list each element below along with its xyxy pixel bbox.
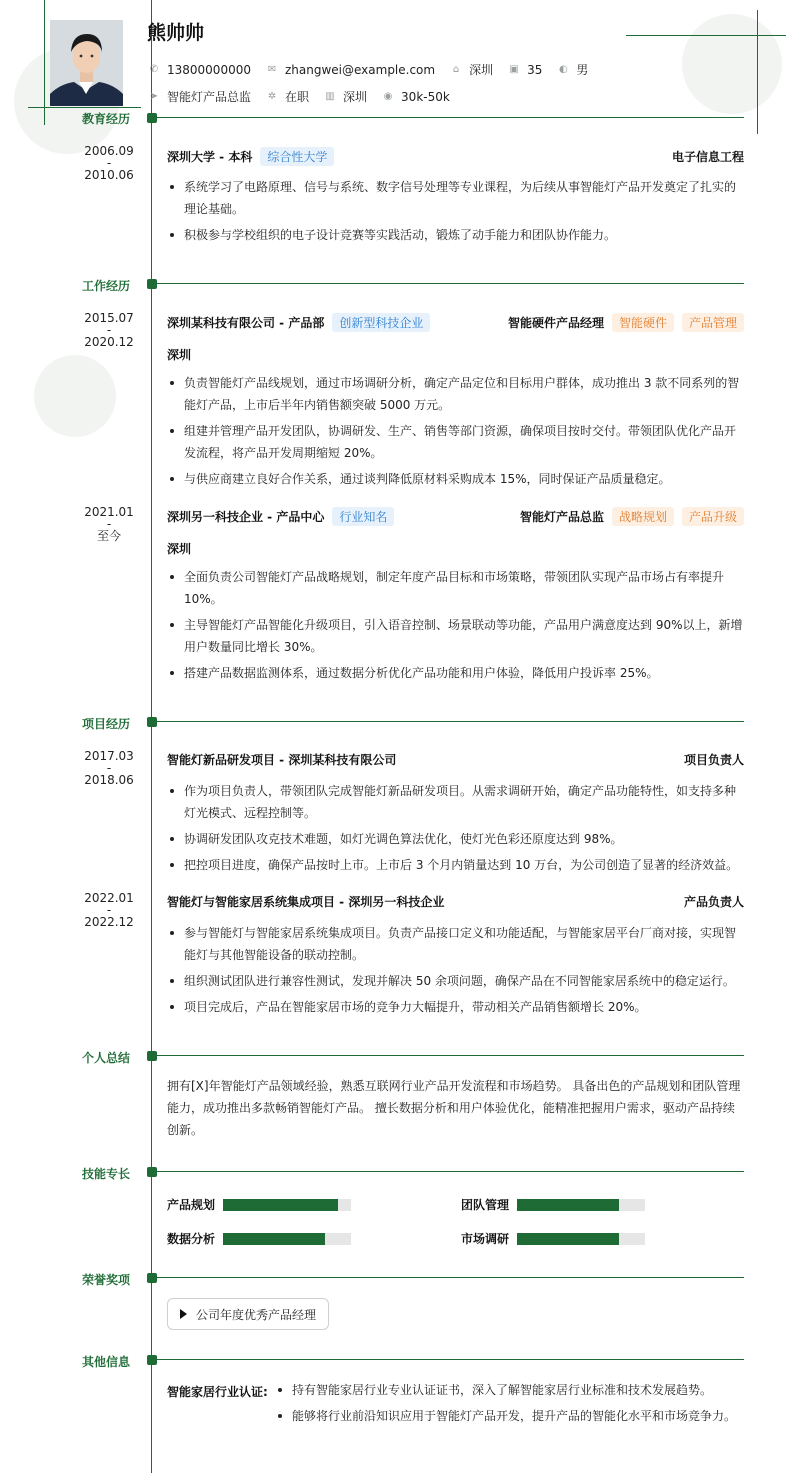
position-item	[147, 88, 251, 105]
avatar	[50, 20, 123, 106]
education-header	[167, 147, 744, 166]
list-item: 全面负责公司智能灯产品战略规划，制定年度产品目标和市场策略，带领团队实现产品市场占有率提升 10%。	[167, 566, 744, 610]
timeline-node	[147, 113, 157, 123]
email-value: zhangwei@example.com	[284, 62, 436, 77]
status-icon: ✲	[267, 91, 277, 102]
list-item: 系统学习了电路原理、信号与系统、数字信号处理等专业课程，为后续从事智能灯产品开发奠定了扎实的理论基础。	[167, 176, 744, 220]
school-name: 深圳大学 - 本科	[167, 150, 253, 164]
company-name: 深圳另一科技企业 - 产品中心	[167, 510, 325, 524]
header-line-horizontal-right	[626, 35, 786, 36]
skill-tag: 战略规划	[612, 507, 674, 526]
location-item	[449, 61, 493, 78]
skill-label: 数据分析	[167, 1232, 216, 1246]
list-item: 作为项目负责人，带领团队完成智能灯新品研发项目。从需求调研开始，确定产品功能特性，如支持多种灯光模式、远程控制等。	[167, 780, 744, 824]
skill-label: 团队管理	[461, 1198, 510, 1212]
list-item: 与供应商建立良好合作关系，通过谈判降低原材料采购成本 15%，同时保证产品质量稳定。	[167, 468, 744, 490]
skill-label: 产品规划	[167, 1198, 216, 1212]
contact-info-row	[147, 61, 602, 78]
mail-icon: ✉	[267, 64, 277, 75]
timeline-node	[147, 1273, 157, 1283]
skill-item	[167, 1196, 351, 1213]
list-item: 协调研发团队攻克技术难题，如灯光调色算法优化，使灯光色彩还原度达到 98%。	[167, 828, 744, 850]
skill-bar	[517, 1199, 645, 1211]
list-item: 能够将行业前沿知识应用于智能灯产品开发，提升产品的智能化水平和市场竞争力。	[275, 1405, 745, 1427]
decor-circle-mid	[34, 355, 116, 437]
list-item: 搭建产品数据监测体系，通过数据分析优化产品功能和用户体验，降低用户投诉率 25%。	[167, 662, 744, 684]
skill-tag: 智能硬件	[612, 313, 674, 332]
project-role: 项目负责人	[683, 753, 744, 767]
gender-item	[556, 61, 588, 78]
age-item	[507, 63, 542, 77]
header-line-vertical-right	[757, 10, 758, 134]
timeline-node	[147, 717, 157, 727]
section-title-skills: 技能专长	[82, 1167, 131, 1181]
play-triangle-icon	[180, 1309, 187, 1319]
skill-tag: 产品升级	[682, 507, 744, 526]
city-icon: ▥	[325, 91, 335, 102]
list-item: 负责智能灯产品线规划，通过市场调研分析，确定产品定位和目标用户群体，成功推出 3 款不同系列的智能灯产品，上市后半年内销售额突破 5000 万元。	[167, 372, 744, 416]
section-divider	[157, 1277, 744, 1278]
project-name: 智能灯与智能家居系统集成项目 - 深圳另一科技企业	[167, 895, 445, 909]
phone-item	[147, 63, 251, 77]
timeline-node	[147, 1051, 157, 1061]
skill-tag: 产品管理	[682, 313, 744, 332]
header-line-horizontal-left	[28, 107, 141, 108]
status-value: 在职	[285, 90, 310, 104]
section-title-work: 工作经历	[82, 279, 131, 293]
timeline-line	[151, 0, 152, 1473]
job-role: 智能灯产品总监	[519, 510, 604, 524]
section-divider	[157, 117, 744, 118]
gender-value: 男	[576, 63, 589, 77]
work-date: 2015.07 - 2020.12	[84, 311, 134, 349]
company-name: 深圳某科技有限公司 - 产品部	[167, 316, 325, 330]
timeline-node	[147, 279, 157, 289]
section-divider	[157, 283, 744, 284]
target-city-value: 深圳	[343, 90, 368, 104]
skill-item	[461, 1196, 645, 1213]
age-icon: ▣	[509, 64, 519, 75]
timeline-node	[147, 1355, 157, 1365]
skill-item	[167, 1230, 351, 1247]
section-title-other: 其他信息	[82, 1355, 131, 1369]
work-header	[167, 507, 744, 526]
section-divider	[157, 1171, 744, 1172]
list-item: 持有智能家居行业专业认证证书，深入了解智能家居行业标准和技术发展趋势。	[275, 1379, 745, 1401]
section-divider	[157, 721, 744, 722]
list-item: 主导智能灯产品智能化升级项目，引入语音控制、场景联动等功能，产品用户满意度达到 90%以上，新增用户数量同比增长 30%。	[167, 614, 744, 658]
status-item	[265, 88, 309, 105]
project-role: 产品负责人	[683, 895, 744, 909]
skill-bar-fill	[223, 1199, 338, 1211]
skill-bar	[517, 1233, 645, 1245]
skill-bar	[223, 1199, 351, 1211]
work-city: 深圳	[167, 348, 192, 362]
job-info-row	[147, 88, 464, 105]
project-date: 2022.01 - 2022.12	[84, 891, 134, 929]
company-tag: 创新型科技企业	[332, 313, 430, 332]
work-city: 深圳	[167, 542, 192, 556]
list-item: 参与智能灯与智能家居系统集成项目。负责产品接口定义和功能适配，与智能家居平台厂商对接，实现智能灯与其他智能设备的联动控制。	[167, 922, 744, 966]
section-divider	[157, 1055, 744, 1056]
project-header	[167, 893, 744, 910]
home-icon: ⌂	[452, 64, 460, 75]
section-title-education: 教育经历	[82, 112, 131, 126]
major: 电子信息工程	[671, 150, 744, 164]
list-item: 积极参与学校组织的电子设计竞赛等实践活动，锻炼了动手能力和团队协作能力。	[167, 224, 744, 246]
skill-bar	[223, 1233, 351, 1245]
company-tag: 行业知名	[332, 507, 394, 526]
school-tag: 综合性大学	[260, 147, 334, 166]
section-title-awards: 荣誉奖项	[82, 1273, 131, 1287]
summary-text: 拥有[X]年智能灯产品领域经验，熟悉互联网行业产品开发流程和市场趋势。 具备出色的产品规划和团队管理能力，成功推出多款畅销智能灯产品。 擅长数据分析和用户体验优化，能精准把握用户需求，驱动产品持续创新。	[167, 1079, 741, 1137]
target-city-item	[323, 88, 367, 105]
phone-value: 13800000000	[167, 62, 251, 77]
list-item: 把控项目进度，确保产品按时上市。上市后 3 个月内销量达到 10 万台，为公司创造了显著的经济效益。	[167, 854, 744, 876]
other-info-label: 智能家居行业认证:	[167, 1385, 268, 1399]
list-item: 组织测试团队进行兼容性测试，发现并解决 50 余项问题，确保产品在不同智能家居系统中的稳定运行。	[167, 970, 744, 992]
salary-item	[381, 90, 450, 104]
list-item: 项目完成后，产品在智能家居市场的竞争力大幅提升，带动相关产品销售额增长 20%。	[167, 996, 744, 1018]
decor-circle-topright	[682, 14, 782, 114]
salary-value: 30k-50k	[401, 89, 450, 104]
award-item[interactable]	[167, 1298, 329, 1330]
age-value: 35	[527, 62, 543, 77]
location-value: 深圳	[469, 63, 494, 77]
gender-icon: ◐	[559, 64, 568, 75]
skill-item	[461, 1230, 645, 1247]
project-date: 2017.03 - 2018.06	[84, 749, 134, 787]
award-label: 公司年度优秀产品经理	[196, 1307, 317, 1322]
position-value: 智能灯产品总监	[167, 90, 252, 104]
section-title-projects: 项目经历	[82, 717, 131, 731]
list-item: 组建并管理产品开发团队，协调研发、生产、销售等部门资源，确保项目按时交付。带领团队优化产品开发流程，将产品开发周期缩短 20%。	[167, 420, 744, 464]
work-date: 2021.01 - 至今	[84, 505, 134, 543]
position-icon: ➤	[149, 91, 159, 102]
email-item	[265, 63, 435, 77]
section-divider	[157, 1359, 744, 1360]
education-date: 2006.09 - 2010.06	[84, 144, 134, 182]
phone-icon: ✆	[149, 64, 159, 75]
skill-bar-fill	[223, 1233, 325, 1245]
skill-bar-fill	[517, 1199, 619, 1211]
salary-icon: ◉	[383, 91, 393, 102]
project-header	[167, 751, 744, 768]
work-header	[167, 313, 744, 332]
skill-bar-fill	[517, 1233, 619, 1245]
project-name: 智能灯新品研发项目 - 深圳某科技有限公司	[167, 753, 397, 767]
timeline-node	[147, 1167, 157, 1177]
job-role: 智能硬件产品经理	[507, 316, 604, 330]
section-title-summary: 个人总结	[82, 1051, 131, 1065]
skill-label: 市场调研	[461, 1232, 510, 1246]
candidate-name: 熊帅帅	[147, 22, 205, 44]
